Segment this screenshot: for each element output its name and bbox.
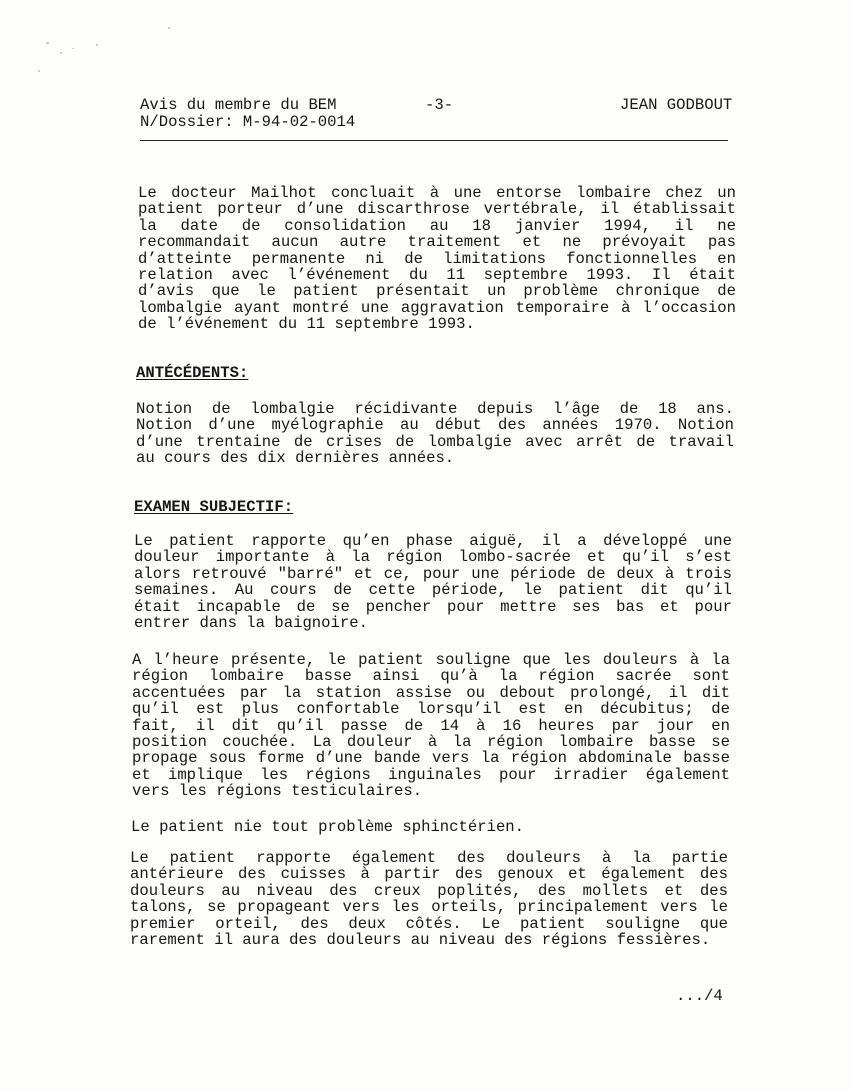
text-line: et implique les régions inguinales pour irradier également <box>132 765 730 784</box>
text-line: Notion de lombalgie récidivante depuis l’âge de 18 ans. <box>136 400 734 418</box>
file-number: N/Dossier: M-94-02-0014 <box>140 113 356 131</box>
text-line: rarement il aura des douleurs au niveau des régions fessières. <box>130 931 711 950</box>
text-line: A l’heure présente, le patient souligne que les douleurs à la <box>132 651 730 669</box>
text-line: Notion d’une myélographie au début des années 1970. Notion <box>136 416 734 435</box>
text-line: vers les régions testiculaires. <box>132 782 423 801</box>
paragraph-sphincterien <box>131 819 729 835</box>
text-line: talons, se propageant vers les orteils, principalement vers le <box>130 898 728 917</box>
text-line: entrer dans la baignoire. <box>134 614 368 633</box>
text-line: d’une trentaine de crises de lombalgie avec arrêt de travail <box>136 432 734 451</box>
text-line: d’avis que le patient présentait un problème chronique de <box>138 282 736 301</box>
text-line: accentuées par la station assise ou debout prolongé, il dit <box>132 683 730 702</box>
text-line: propage sous forme d’une bande vers la région abdominale basse <box>132 749 730 768</box>
text-line: Le patient rapporte qu’en phase aiguë, il a développé une <box>134 532 732 550</box>
section-heading-examen-subjectif: EXAMEN SUBJECTIF: <box>134 498 294 516</box>
text-line: premier orteil, des deux côtés. Le patient souligne que <box>130 914 728 933</box>
paragraph-douleurs-cuisses <box>130 850 728 948</box>
text-line: lombalgie ayant montré une aggravation temporaire à l’occasion <box>138 298 736 317</box>
header-rule <box>140 140 728 141</box>
header-author: JEAN GODBOUT <box>620 96 733 114</box>
paragraph-antecedents <box>136 401 734 467</box>
header-title: Avis du membre du BEM <box>140 96 337 114</box>
text-line: fait, il dit qu’il passe de 14 à 16 heures par jour en <box>132 716 730 735</box>
text-line: relation avec l’événement du 11 septembre 1993. Il était <box>138 266 736 285</box>
section-heading-antecedents: ANTÉCÉDENTS: <box>136 364 249 382</box>
text-line: semaines. Au cours de cette période, le patient dit qu’il <box>134 581 732 600</box>
paragraph-heure-presente <box>132 652 730 800</box>
text-line: région lombaire basse ainsi qu’à la région sacrée sont <box>132 667 730 686</box>
text-line: alors retrouvé "barré" et ce, pour une période de deux à trois <box>134 564 732 583</box>
text-line: douleur importante à la région lombo-sacrée et qu’il s’est <box>134 548 732 567</box>
text-line: patient porteur d’une discarthrose vertébrale, il établissait <box>138 200 736 219</box>
paragraph-phase-aigue <box>134 533 732 631</box>
text-line: antérieure des cuisses à partir des genoux et également des <box>130 865 728 884</box>
text-line: qu’il est plus confortable lorsqu’il est en décubitus; de <box>132 700 730 719</box>
text-line: de l’événement du 11 septembre 1993. <box>138 315 475 334</box>
text-line: au cours des dix dernières années. <box>136 449 455 468</box>
page-number: -3- <box>425 96 454 114</box>
scan-speck <box>60 52 62 54</box>
text-line: douleurs au niveau des creux poplités, des mollets et des <box>130 881 728 900</box>
text-line: la date de consolidation au 18 janvier 1994, il ne <box>138 216 736 235</box>
scan-speck <box>72 48 74 49</box>
scan-speck <box>96 44 98 46</box>
text-line: position couchée. La douleur à la région lombaire basse se <box>132 733 730 752</box>
scan-speck <box>46 42 49 44</box>
text-line: était incapable de se pencher pour mettre ses bas et pour <box>134 597 732 616</box>
scan-speck <box>38 70 40 72</box>
text-line: Le patient nie tout problème sphinctérien. <box>131 818 525 836</box>
continuation-marker: .../4 <box>676 987 723 1005</box>
text-line: Le patient rapporte également des douleurs à la partie <box>130 849 728 867</box>
text-line: recommandait aucun autre traitement et ne prévoyait pas <box>138 233 736 252</box>
scan-speck <box>168 27 170 29</box>
paragraph-conclusion <box>138 185 736 333</box>
text-line: d’atteinte permanente ni de limitations fonctionnelles en <box>138 249 736 268</box>
text-line: Le docteur Mailhot concluait à une entorse lombaire chez un <box>138 184 736 202</box>
